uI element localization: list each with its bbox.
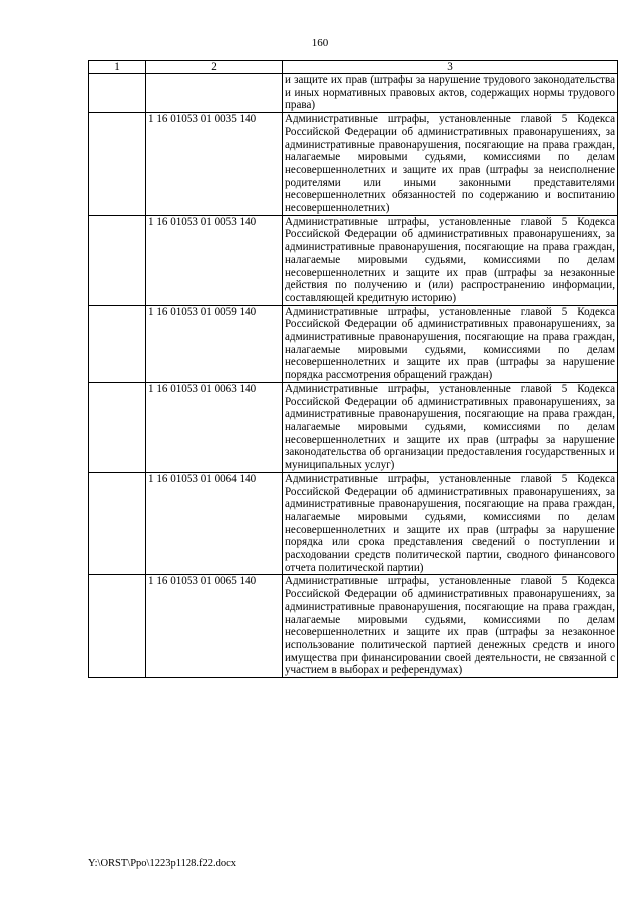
budget-codes-table (88, 60, 618, 678)
row-code: 1 16 01053 01 0063 140 (146, 382, 283, 472)
row-col1 (89, 74, 146, 113)
table-row (89, 472, 618, 575)
row-code: 1 16 01053 01 0065 140 (146, 575, 283, 678)
table-row (89, 305, 618, 382)
row-col1 (89, 575, 146, 678)
row-col1 (89, 215, 146, 305)
row-description: Административные штрафы, установленные главой 5 Кодекса Российской Федерации об административных правонарушениях, за административные правонарушения, посягающие на права граждан, налагаемые мировыми судьями, комиссиями по делам несовершеннолетних и защите их прав (штрафы за незаконные действия по получению и (или) распространению информации, составляющей кредитную историю) (283, 215, 618, 305)
row-description: и защите их прав (штрафы за нарушение трудового законодательства и иных нормативных правовых актов, содержащих нормы трудового права) (283, 74, 618, 113)
row-col1 (89, 305, 146, 382)
row-description: Административные штрафы, установленные главой 5 Кодекса Российской Федерации об административных правонарушениях, за административные правонарушения, посягающие на права граждан, налагаемые мировыми судьями, комиссиями по делам несовершеннолетних и защите их прав (штрафы за незаконное использование политической партией денежных средств и иного имущества при финансировании своей деятельности, не связанной с участием в выборах и референдумах) (283, 575, 618, 678)
table-row (89, 382, 618, 472)
row-col1 (89, 382, 146, 472)
row-code (146, 74, 283, 113)
row-description: Административные штрафы, установленные главой 5 Кодекса Российской Федерации об административных правонарушениях, за административные правонарушения, посягающие на права граждан, налагаемые мировыми судьями, комиссиями по делам несовершеннолетних и защите их прав (штрафы за неисполнение родителями или иными законными представителями несовершеннолетних обязанностей по содержанию и воспитанию несовершеннолетних) (283, 113, 618, 216)
header-col-2: 2 (146, 61, 283, 74)
footer-file-path: Y:\ORST\Ppo\1223p1128.f22.docx (88, 858, 236, 869)
header-col-3: 3 (283, 61, 618, 74)
table-row (89, 215, 618, 305)
table-header-row (89, 61, 618, 74)
row-code: 1 16 01053 01 0035 140 (146, 113, 283, 216)
table-row (89, 113, 618, 216)
table-row (89, 74, 618, 113)
table-row (89, 575, 618, 678)
row-code: 1 16 01053 01 0053 140 (146, 215, 283, 305)
row-code: 1 16 01053 01 0064 140 (146, 472, 283, 575)
row-col1 (89, 472, 146, 575)
row-description: Административные штрафы, установленные главой 5 Кодекса Российской Федерации об административных правонарушениях, за административные правонарушения, посягающие на права граждан, налагаемые мировыми судьями, комиссиями по делам несовершеннолетних и защите их прав (штрафы за нарушение порядка рассмотрения обращений граждан) (283, 305, 618, 382)
row-description: Административные штрафы, установленные главой 5 Кодекса Российской Федерации об административных правонарушениях, за административные правонарушения, посягающие на права граждан, налагаемые мировыми судьями, комиссиями по делам несовершеннолетних и защите их прав (штрафы за нарушение законодательства об организации предоставления государственных и муниципальных услуг) (283, 382, 618, 472)
page-number: 160 (311, 37, 329, 49)
row-description: Административные штрафы, установленные главой 5 Кодекса Российской Федерации об административных правонарушениях, за административные правонарушения, посягающие на права граждан, налагаемые мировыми судьями, комиссиями по делам несовершеннолетних и защите их прав (штрафы за нарушение порядка или срока представления сведений о поступлении и расходовании средств политической партии, сводного финансового отчета политической партии) (283, 472, 618, 575)
row-col1 (89, 113, 146, 216)
header-col-1: 1 (89, 61, 146, 74)
row-code: 1 16 01053 01 0059 140 (146, 305, 283, 382)
